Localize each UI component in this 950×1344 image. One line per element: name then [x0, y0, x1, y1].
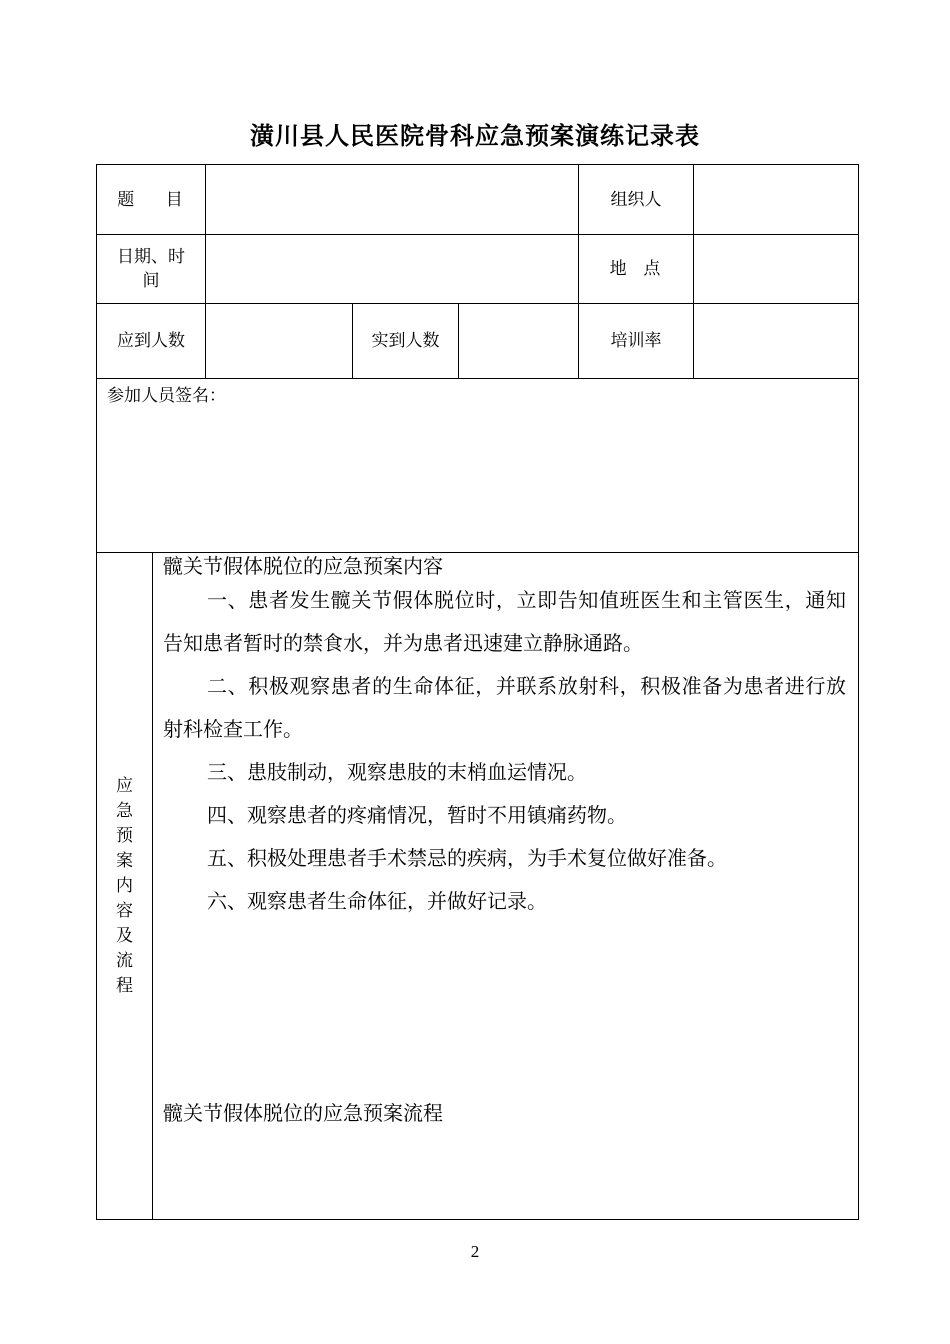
page-number: 2	[470, 1242, 480, 1261]
plan-step: 五、积极处理患者手术禁忌的疾病，为手术复位做好准备。	[207, 846, 727, 870]
plan-step: 四、观察患者的疼痛情况，暂时不用镇痛药物。	[207, 803, 627, 827]
drill-record-table	[96, 164, 859, 1220]
organizer-field[interactable]	[694, 165, 859, 235]
plan-step: 二、积极观察患者的生命体征，并联系放射科，积极准备为患者进行放射科检查工作。	[163, 674, 847, 741]
location-field[interactable]	[694, 235, 859, 304]
plan-side-label	[97, 553, 153, 1220]
organizer-label: 组织人	[579, 165, 694, 235]
expected-count-label: 应到人数	[97, 304, 206, 379]
datetime-field[interactable]	[206, 235, 579, 304]
actual-count-label: 实到人数	[353, 304, 459, 379]
plan-steps	[163, 579, 846, 923]
location-label: 地 点	[579, 235, 694, 304]
actual-count-field[interactable]	[459, 304, 579, 379]
plan-side-label-text: 应急预案内容及流程	[116, 775, 133, 996]
document-title: 潢川县人民医院骨科应急预案演练记录表	[250, 122, 700, 150]
topic-label: 题 目	[97, 165, 206, 235]
expected-count-field[interactable]	[206, 304, 353, 379]
training-rate-field[interactable]	[694, 304, 859, 379]
datetime-label-text: 日期、时间	[117, 247, 185, 291]
plan-step: 一、患者发生髋关节假体脱位时，立即告知值班医生和主管医生，通知告知患者暂时的禁食水，并为患者迅速建立静脉通路。	[163, 588, 847, 655]
topic-field[interactable]	[206, 165, 579, 235]
signature-area[interactable]	[97, 379, 859, 553]
plan-step: 三、患肢制动，观察患肢的末梢血运情况。	[207, 760, 587, 784]
datetime-label	[97, 235, 206, 304]
plan-step: 六、观察患者生命体征，并做好记录。	[207, 889, 547, 913]
plan-content-cell	[153, 553, 859, 1220]
plan-flow-title: 髋关节假体脱位的应急预案流程	[163, 1101, 443, 1125]
plan-content-title: 髋关节假体脱位的应急预案内容	[163, 554, 443, 578]
training-rate-label: 培训率	[579, 304, 694, 379]
signature-label: 参加人员签名：	[107, 386, 226, 406]
plan-content	[153, 553, 858, 1219]
